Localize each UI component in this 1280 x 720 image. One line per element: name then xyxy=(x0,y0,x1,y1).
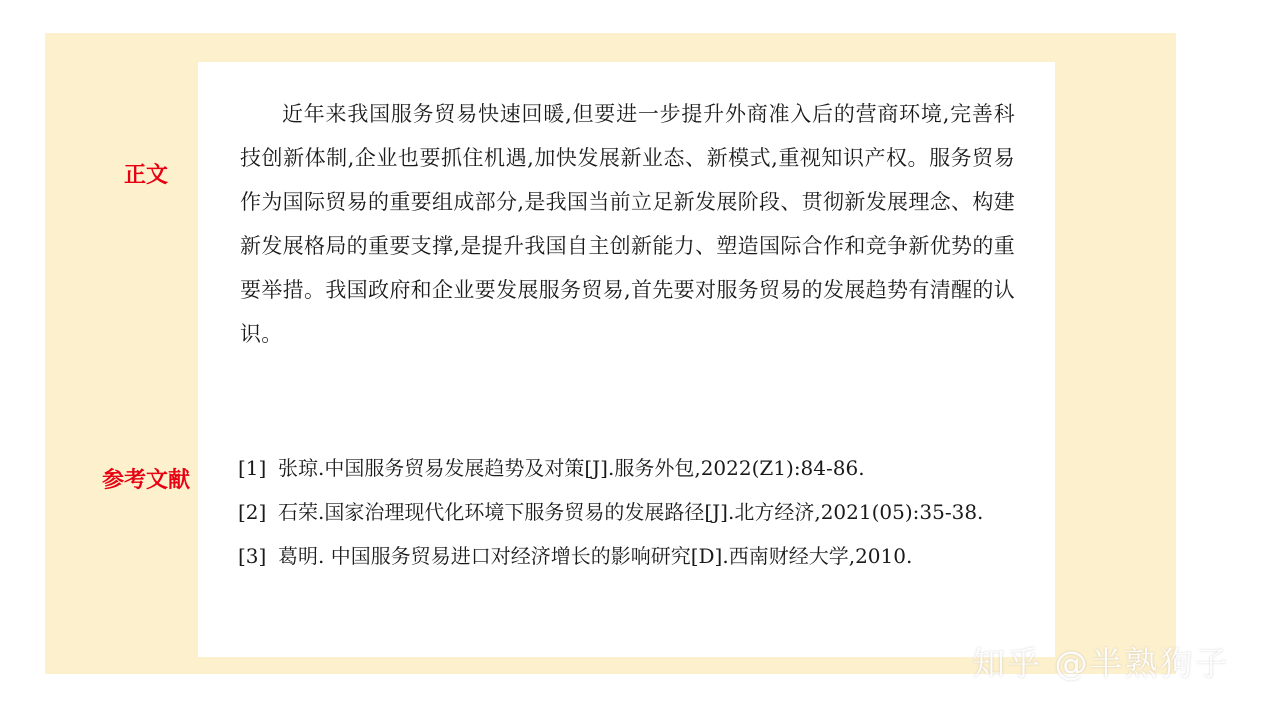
watermark: 知乎 @半熟狗子 xyxy=(972,644,1230,683)
reference-number: [2] xyxy=(238,500,267,524)
reference-number: [3] xyxy=(238,544,267,568)
reference-text: 张琼.中国服务贸易发展趋势及对策[J].服务外包,2022(Z1):84-86. xyxy=(278,456,865,480)
reference-item xyxy=(238,446,1018,490)
reference-number: [1] xyxy=(238,456,267,480)
body-paragraph: 近年来我国服务贸易快速回暖,但要进一步提升外商准入后的营商环境,完善科技创新体制,企业也要抓住机遇,加快发展新业态、新模式,重视知识产权。服务贸易作为国际贸易的重要组成部分,是我国当前立足新发展阶段、贯彻新发展理念、构建新发展格局的重要支撑,是提升我国自主创新能力、塑造国际合作和竞争新优势的重要举措。我国政府和企业要发展服务贸易,首先要对服务贸易的发展趋势有清醒的认识。 xyxy=(240,102,1015,346)
references-label: 参考文献 xyxy=(102,468,191,493)
reference-list xyxy=(238,446,1018,578)
body-label: 正文 xyxy=(124,163,169,188)
reference-item xyxy=(238,490,1018,534)
reference-text: 葛明. 中国服务贸易进口对经济增长的影响研究[D].西南财经大学,2010. xyxy=(278,544,913,568)
reference-item xyxy=(238,534,1018,578)
reference-text: 石荣.国家治理现代化环境下服务贸易的发展路径[J].北方经济,2021(05):35-38. xyxy=(278,500,984,524)
